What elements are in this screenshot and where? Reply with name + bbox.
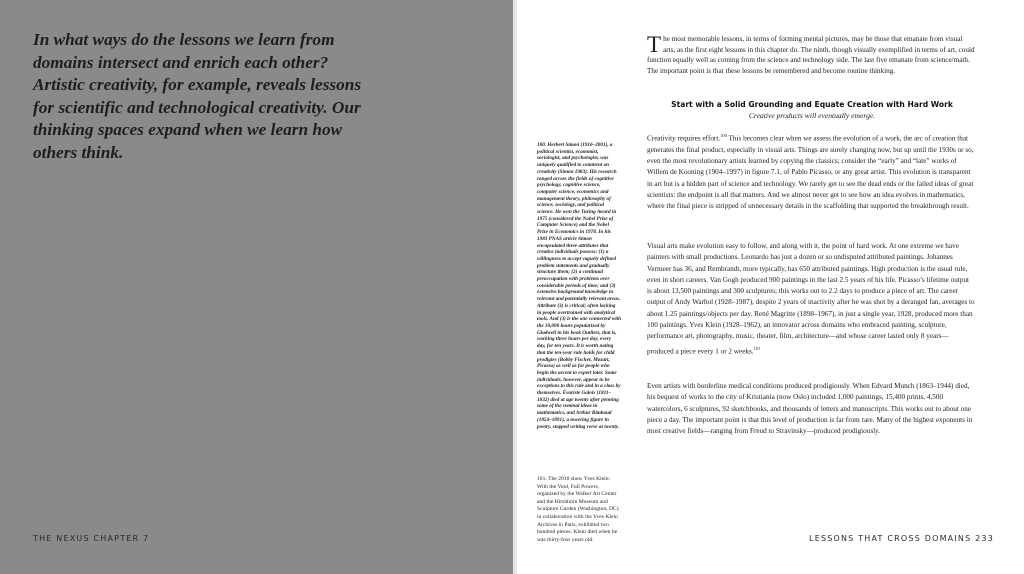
pull-quote: In what ways do the lessons we learn from domains intersect and enrich each other? Artistic creativity, for example, reveals lessons for scientific and technological creativity. Our thinking spaces expand when we learn how others think. (33, 30, 362, 162)
section-subtitle: Creative products will eventually emerge. (748, 111, 876, 120)
footnote-100: 100. Herbert Simon (1916–2001), a political scientist, economist, sociologist, and psychologist, was uniquely qualified to comment on creativity (Simon 1983). His research ranged across the fields of cognitive psychology, cognitive science, computer science, economics and management theory, philosophy of science, sociology, and political science. He won the Turing Award in 1975 (considered the Nobel Prize of Computer Science) and the Nobel Prize in Economics in 1978. In his 1983 PNAS article Simon encapsulated three attributes that creative individuals possess: (1) a willingness to accept vaguely defined problem statements and gradually structure them; (2) a continual preoccupation with problems over considerable periods of time; and (3) extensive background knowledge in relevant and potentially relevant areas. Attribute (3) is critical; often lacking in people overtrained with analytical tools. And (3) is the one connected with the 10,000 hours popularized by Gladwell in his book Outliers, that is, working three hours per day, every day, for ten years. It is worth noting that the ten-year rule holds for child prodigies (Bobby Fischer, Mozart, Picasso) as well as for people who begin the ascent to expert later. Some individuals, however, appear to be exceptions to this rule and in a class by themselves. Évariste Galois (1811–1832) died at age twenty after penning some of the seminal ideas in mathematics, and Arthur Rimbaud (1854–1891), a towering figure in poetry, stopped writing verse at twenty. (537, 142, 621, 430)
footnote-ref-101[interactable]: 101 (753, 345, 761, 351)
left-page-footer: THE NEXUS CHAPTER 7 (33, 534, 150, 543)
body-paragraph-3: Even artists with borderline medical conditions produced prodigiously. When Edvard Munch (1863–1944) died, his bequest of works to the city of Kristiania (now Oslo) included 1,000 paintings, 15,400 prints, 4,500 watercolors, 6 sculptures, 92 sketchbooks, and thousands of letters and manuscripts. This works out to about one piece a day. The important point is that this level of production is far from rare. Many of the highest exponents in most creative fields—ranging from Freud to Stravinsky—produced prodigiously. (647, 382, 973, 436)
para2-text: Visual arts make evolution easy to follow, and along with it, the point of hard work. At one extreme we have painters with small productions. Leonardo has just a dozen or so undisputed attributed paintings. Johannes Vermeer has 36, and Rembrandt, more typically, has 650 attributed paintings. High production is the usual rule, even in short careers. Van Gogh produced 900 paintings in the last 2.5 years of his life. Picasso’s lifetime output is about 13,500 paintings and 300 sculptures; this works out to 2.2 days to produce a piece of art. The career output of Andy Warhol (1928–1987), despite 2 years of inactivity after he was shot by a deranged fan, averages to about 1.25 paintings/objects per day. René Magritte (1898–1967), in just a single year, 1928, produced more than 100 paintings. Yves Klein (1928–1962), an innovator across domains who embraced painting, sculpture, performance art, photography, music, theater, film, architecture—and whose career lasted only 8 years—produced a piece every 1 or 2 weeks. (647, 242, 975, 356)
body-paragraph-2 (647, 241, 975, 357)
intro-paragraph (647, 34, 975, 76)
intro-text: he most memorable lessons, in terms of forming mental pictures, may be those that emanate from visual arts, as the first eight lessons in this chapter do. The ninth, though visually exemplified in terms of art, could function equally well as coming from the science and technology side. The last five emanate from science/math. The important point is that these lessons be remembered and become routine thinking. (647, 35, 975, 75)
para1-rest: This becomes clear when we assess the evolution of a work, the arc of creation that generates the final product, especially in visual arts. Things are surely changing now, but up until the 1930s or so, even the most revolutionary artists learned by copying the classics; consider the “early” and “late” works of Willem de Kooning (1904–1997) in figure 7.1, of Pablo Picasso, or any great artist. This evolution is transparent in art but is a hidden part of science and technology. We rarely get to see the dead ends or the failed ideas of great scientists: the endpoint is all that matters. And we almost never get to see how an idea evolves in mathematics, where the final piece is stripped of unnecessary details in the scaffolding that supported the breakthrough result. (647, 134, 974, 211)
para1-lead: Creativity requires effort. (647, 134, 721, 143)
right-page-footer: LESSONS THAT CROSS DOMAINS 233 (809, 534, 994, 543)
section-title: Start with a Solid Grounding and Equate Creation with Hard Work (671, 100, 953, 109)
right-page (517, 0, 1024, 574)
footnote-ref-100[interactable]: 100 (720, 133, 727, 138)
footnote-101: 101. The 2010 show Yves Klein: With the Void, Full Powers, organized by the Walker Art Center and the Hirshhorn Museum and Sculpture Garden (Washington, DC) in collaboration with the Yves Klein Archives in Paris, exhibited two hundred pieces. Klein died when he was thirty-four years old. (537, 476, 619, 543)
body-paragraph-1 (647, 130, 975, 212)
drop-cap: T (647, 32, 662, 57)
